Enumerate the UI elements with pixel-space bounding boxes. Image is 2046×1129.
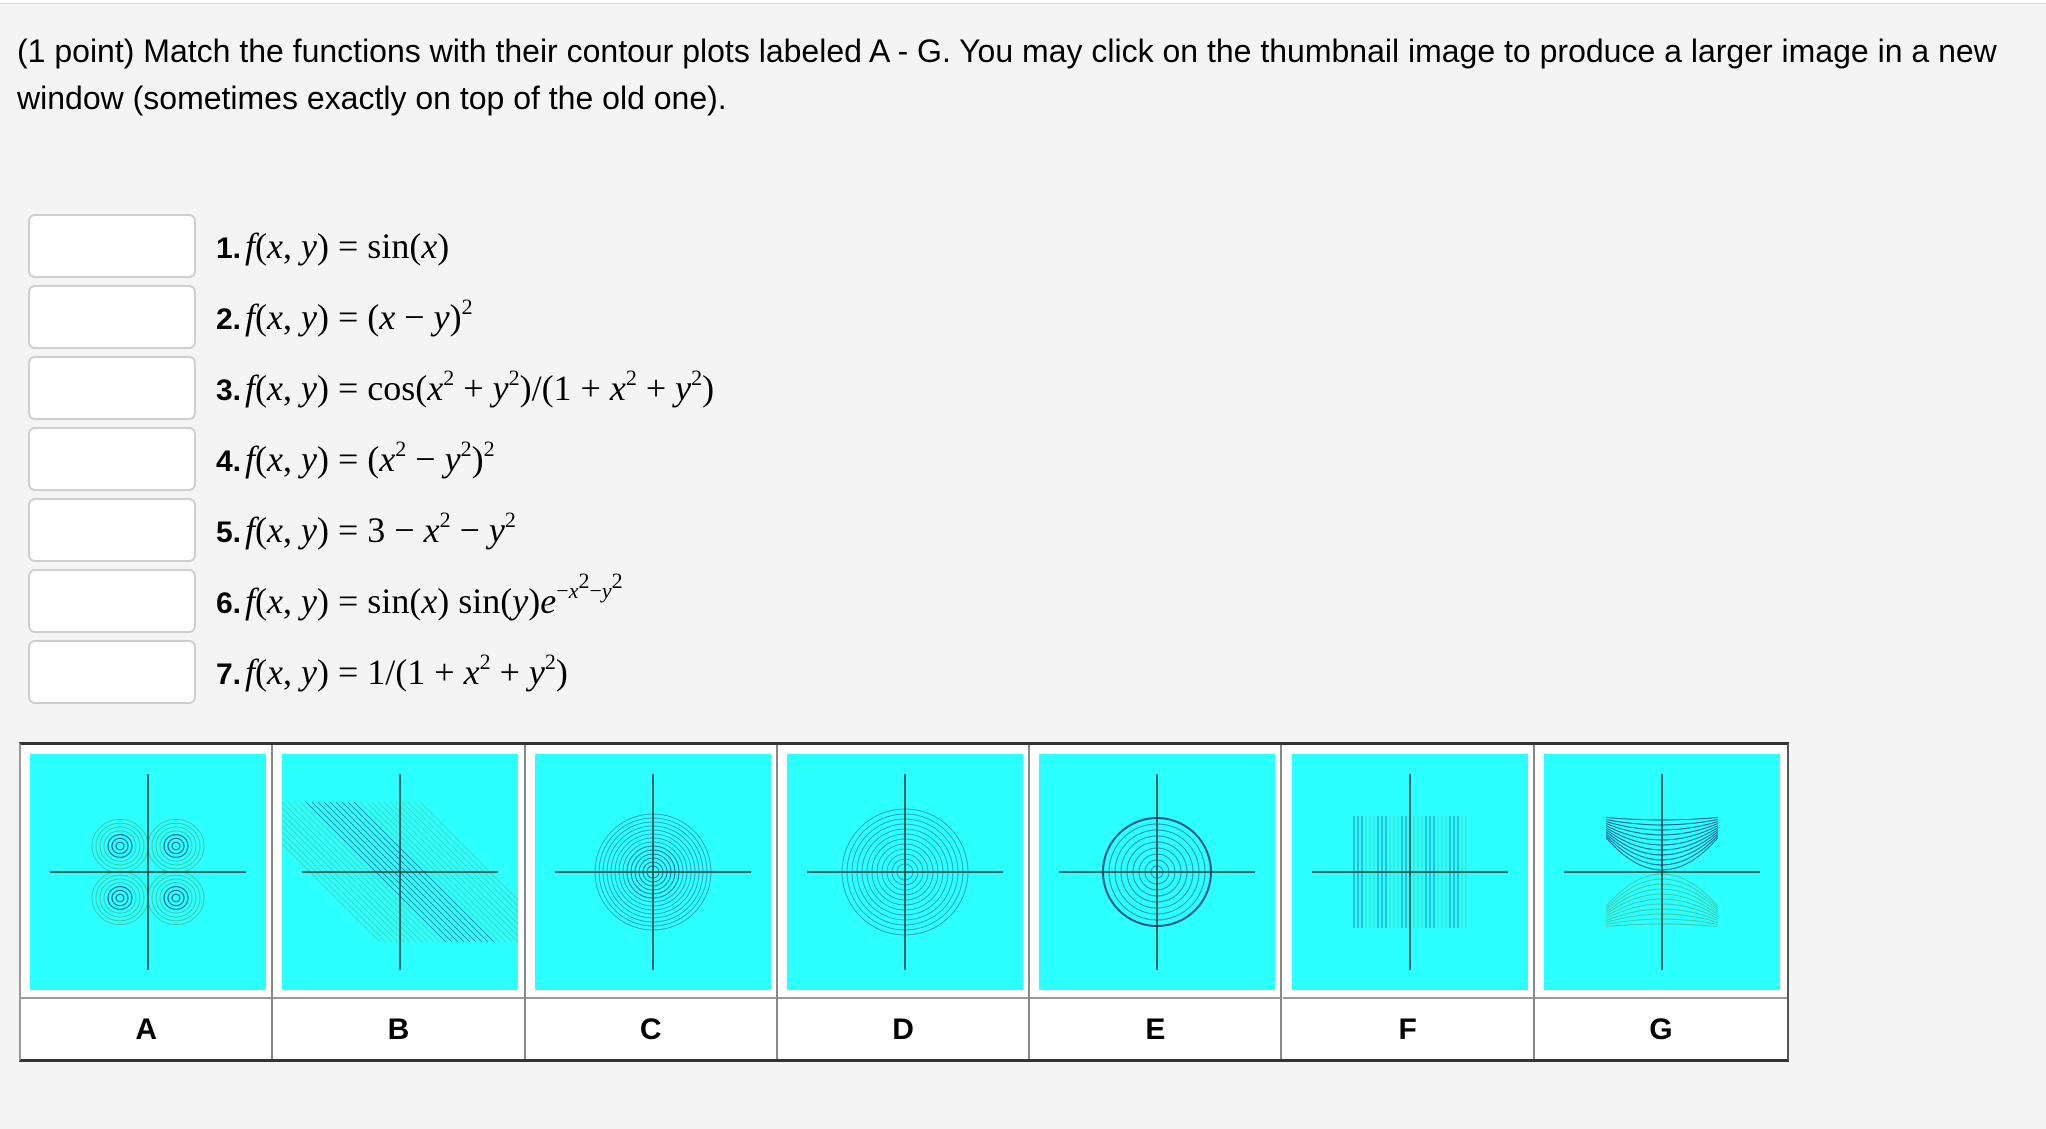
answer-input-1[interactable] — [28, 214, 196, 278]
plot-cell-d — [778, 745, 1030, 1059]
function-formula: f(x, $y) = (x - y)^2$ — [245, 294, 473, 337]
function-formula: f(x, $y) = 1/(1 + x^2 + y^2)$ — [245, 649, 568, 692]
answer-row-2 — [28, 283, 1028, 354]
plot-label-g: G — [1535, 997, 1787, 1061]
function-number: 6. — [216, 587, 242, 620]
answer-input-6[interactable] — [28, 569, 196, 633]
function-label-1 — [216, 222, 449, 273]
plot-cell-e — [1030, 745, 1282, 1059]
plot-label-c: C — [526, 997, 776, 1061]
contour-thumbnail-g[interactable] — [1544, 754, 1780, 990]
plot-label-b: B — [273, 997, 523, 1061]
plot-cell-c — [526, 745, 778, 1059]
answer-input-4[interactable] — [28, 427, 196, 491]
function-number: 7. — [216, 658, 242, 691]
answer-input-2[interactable] — [28, 285, 196, 349]
answer-input-7[interactable] — [28, 640, 196, 704]
contour-thumbnail-d[interactable] — [787, 754, 1023, 990]
answer-row-6 — [28, 567, 1028, 638]
contour-thumbnail-b[interactable] — [282, 754, 518, 990]
function-formula: f(x, y) = sin(x) — [245, 226, 450, 266]
plot-label-a: A — [21, 997, 271, 1061]
plot-label-f: F — [1283, 997, 1533, 1061]
function-number: 2. — [216, 303, 242, 336]
contour-thumbnail-f[interactable] — [1292, 754, 1528, 990]
function-label-5 — [216, 506, 516, 557]
function-number: 5. — [216, 516, 242, 549]
answer-row-5 — [28, 496, 1028, 567]
function-number: 1. — [216, 232, 242, 265]
function-formula: f(x, $y) = (x^2 - y^2)^2$ — [245, 436, 495, 479]
answer-input-5[interactable] — [28, 498, 196, 562]
plot-cell-g — [1535, 745, 1787, 1059]
answer-row-7 — [28, 638, 1028, 709]
function-formula: f(x, $y) = 3 - x^2 - y^2$ — [245, 507, 516, 550]
answer-row-1 — [28, 212, 1028, 283]
function-formula: f(x, y) = sin(x) $\sin(y)e^{-x^2-y^2}$ — [245, 567, 623, 621]
function-formula: f(x, $y) = \cos(x^2 + y^2)/(1 + x^2 + y^2)$ — [245, 365, 715, 408]
plot-label-d: D — [778, 997, 1028, 1061]
function-number: 3. — [216, 374, 242, 407]
plot-cell-f — [1283, 745, 1535, 1059]
function-number: 4. — [216, 445, 242, 478]
contour-thumbnail-e[interactable] — [1039, 754, 1275, 990]
answer-input-3[interactable] — [28, 356, 196, 420]
function-label-6 — [216, 567, 623, 628]
contour-thumbnail-c[interactable] — [535, 754, 771, 990]
function-label-7 — [216, 648, 568, 699]
plot-cell-a — [21, 745, 273, 1059]
function-label-4 — [216, 435, 495, 486]
contour-plots-table — [19, 742, 1789, 1062]
plot-cell-b — [273, 745, 525, 1059]
answer-row-3 — [28, 354, 1028, 425]
function-label-3 — [216, 364, 714, 415]
answer-list — [28, 212, 1028, 709]
contour-thumbnail-a[interactable] — [30, 754, 266, 990]
plot-label-e: E — [1030, 997, 1280, 1061]
page-top-border — [0, 0, 2046, 4]
answer-row-4 — [28, 425, 1028, 496]
function-label-2 — [216, 293, 473, 344]
problem-prompt: (1 point) Match the functions with their contour plots labeled A - G. You may click on the thumbnail image to produce a larger image in a new window (sometimes exactly on top of the old one). — [17, 33, 1997, 116]
